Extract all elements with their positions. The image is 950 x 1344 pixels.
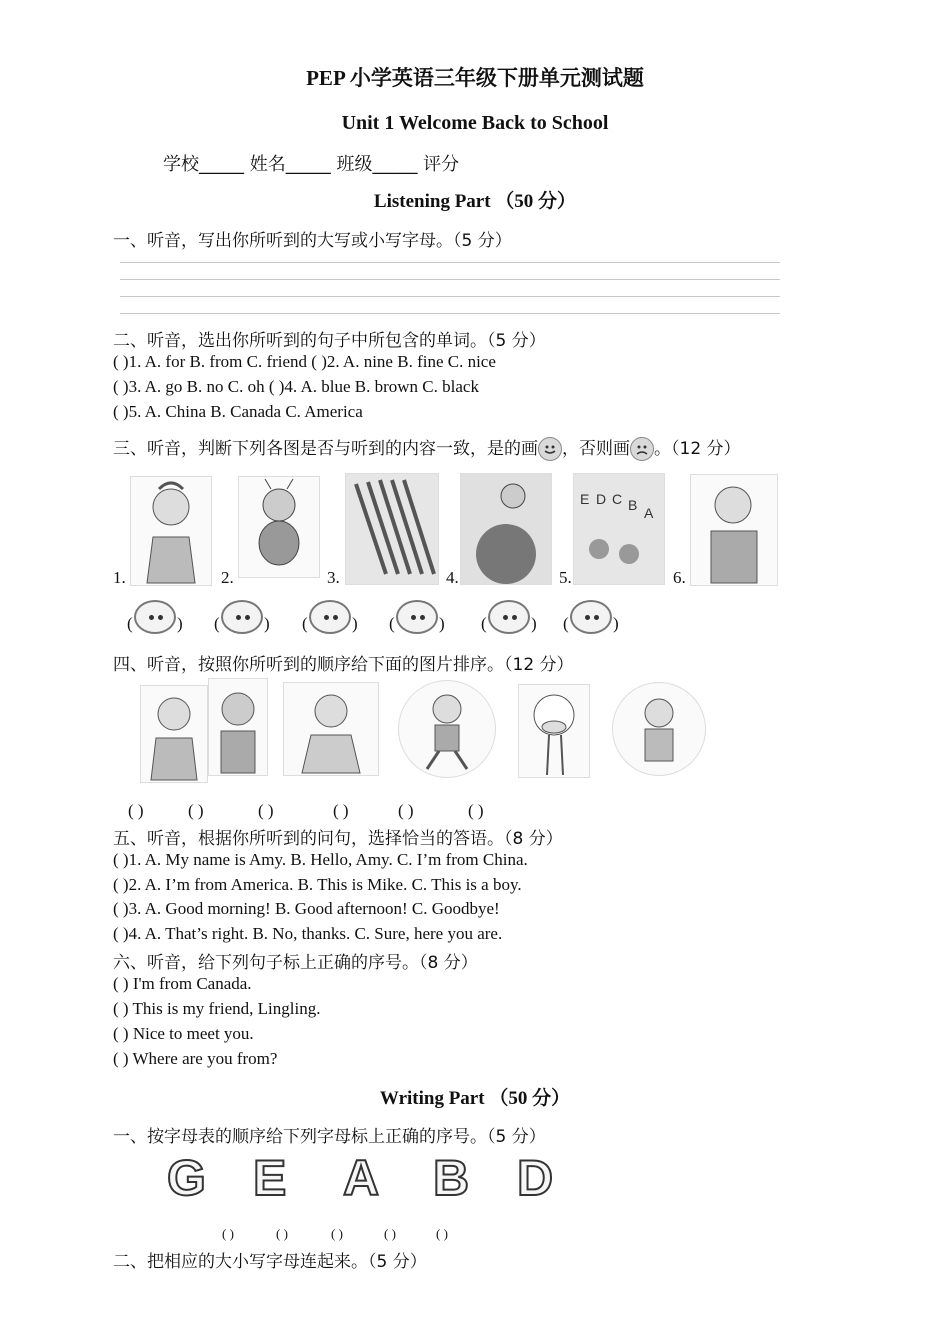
girl-thinking-picture	[208, 678, 268, 776]
q2-line-3: ( )5. A. China B. Canada C. America	[113, 402, 363, 421]
writing-rule-4	[120, 313, 780, 314]
smiley-face-icon	[538, 437, 562, 461]
girl-flower-picture	[283, 682, 379, 776]
w1-blank-4[interactable]: ( )	[384, 1226, 396, 1241]
q5-line-3: ( )3. A. Good morning! B. Good afternoon! C. Goodbye!	[113, 899, 500, 918]
svg-text:B: B	[628, 497, 638, 513]
q5-line-2: ( )2. A. I’m from America. B. This is Mike. C. This is a boy.	[113, 875, 522, 894]
q3-paren-open-2: (	[214, 614, 220, 633]
duck-picture	[518, 684, 590, 778]
w1-blank-5[interactable]: ( )	[436, 1226, 448, 1241]
q3-paren-close-1: )	[177, 614, 183, 633]
q3-number-6: 6.	[673, 568, 686, 587]
decorative-letters	[165, 1145, 595, 1203]
q4-blank-2[interactable]: ( )	[188, 801, 204, 820]
q3-paren-open-5: (	[481, 614, 487, 633]
answer-face-icon[interactable]	[309, 600, 351, 634]
q4-blank-1[interactable]: ( )	[128, 801, 144, 820]
q2-line-2: ( )3. A. go B. no C. oh ( )4. A. blue B. brown C. black	[113, 377, 479, 396]
girl-picture	[130, 476, 212, 586]
w1-blank-3[interactable]: ( )	[331, 1226, 343, 1241]
q3-paren-open-1: (	[127, 614, 133, 633]
listening-q2-prompt: 二、听音，选出你所听到的句子中所包含的单词。（5 分）	[113, 331, 546, 351]
listening-q3-prompt	[113, 434, 741, 461]
q6-line-3: ( ) Nice to meet you.	[113, 1024, 254, 1043]
q4-blank-4[interactable]: ( )	[333, 801, 349, 820]
letter-d: D	[517, 1150, 554, 1203]
svg-text:D: D	[596, 491, 607, 507]
writing-rule-2	[120, 279, 780, 280]
q5-line-4: ( )4. A. That’s right. B. No, thanks. C. Sure, here you are.	[113, 924, 503, 943]
q3-prompt-c: 。（12 分）	[654, 439, 741, 459]
q3-paren-close-4: )	[439, 614, 445, 633]
girl-waving-picture	[140, 685, 208, 783]
girl-drinking-picture	[612, 682, 706, 776]
w1-blank-2[interactable]: ( )	[276, 1226, 288, 1241]
q3-number-5: 5.	[559, 568, 572, 587]
q3-paren-close-2: )	[264, 614, 270, 633]
q3-prompt-a: 三、听音，判断下列各图是否与听到的内容一致，是的画	[113, 439, 538, 459]
q4-blank-3[interactable]: ( )	[258, 801, 274, 820]
q3-number-2: 2.	[221, 568, 234, 587]
writing-q2-prompt: 二、把相应的大小写字母连起来。（5 分）	[113, 1252, 427, 1272]
q3-number-4: 4.	[446, 568, 459, 587]
q4-blank-6[interactable]: ( )	[468, 801, 484, 820]
w1-blank-1[interactable]: ( )	[222, 1226, 234, 1241]
letter-g: G	[167, 1150, 206, 1203]
answer-face-icon[interactable]	[396, 600, 438, 634]
listening-heading: Listening Part （50 分）	[373, 191, 577, 212]
answer-face-icon[interactable]	[570, 600, 612, 634]
boy-running-picture	[398, 680, 496, 778]
classroom-picture	[460, 473, 552, 585]
listening-q1-prompt: 一、听音，写出你所听到的大写或小写字母。（5 分）	[113, 231, 512, 251]
bee-picture	[238, 476, 320, 578]
letter-a: A	[343, 1150, 380, 1203]
writing-rule-1	[120, 262, 780, 263]
boy-backpack-picture	[690, 474, 778, 586]
crayons-picture	[345, 473, 439, 585]
q3-paren-close-6: )	[613, 614, 619, 633]
writing-rule-3	[120, 296, 780, 297]
q3-paren-close-5: )	[531, 614, 537, 633]
unit-subtitle: Unit 1 Welcome Back to School	[341, 112, 609, 134]
q3-paren-close-3: )	[352, 614, 358, 633]
alphabet-board-picture	[573, 473, 665, 585]
listening-q6-prompt: 六、听音，给下列句子标上正确的序号。（8 分）	[113, 953, 478, 973]
listening-q5-prompt: 五、听音，根据你所听到的问句，选择恰当的答语。（8 分）	[113, 829, 563, 849]
listening-q4-prompt: 四、听音，按照你所听到的顺序给下面的图片排序。（12 分）	[113, 655, 574, 675]
svg-text:A: A	[644, 505, 654, 521]
q6-line-4: ( ) Where are you from?	[113, 1049, 278, 1068]
answer-face-icon[interactable]	[134, 600, 176, 634]
answer-face-icon[interactable]	[488, 600, 530, 634]
q3-number-1: 1.	[113, 568, 126, 587]
q6-line-1: ( ) I'm from Canada.	[113, 974, 252, 993]
q3-paren-open-6: (	[563, 614, 569, 633]
q3-prompt-b: ，否则画	[562, 439, 630, 459]
q5-line-1: ( )1. A. My name is Amy. B. Hello, Amy. C. I’m from China.	[113, 850, 528, 869]
sad-face-icon	[630, 437, 654, 461]
svg-text:C: C	[612, 491, 623, 507]
q3-number-3: 3.	[327, 568, 340, 587]
student-info-line: 学校_____ 姓名_____ 班级_____ 评分	[163, 154, 460, 175]
page-title: PEP 小学英语三年级下册单元测试题	[306, 66, 644, 90]
writing-q1-prompt: 一、按字母表的顺序给下列字母标上正确的序号。（5 分）	[113, 1127, 546, 1147]
q3-paren-open-4: (	[389, 614, 395, 633]
q2-line-1: ( )1. A. for B. from C. friend ( )2. A. nine B. fine C. nice	[113, 352, 496, 371]
writing-heading: Writing Part （50 分）	[379, 1088, 571, 1109]
q4-blank-5[interactable]: ( )	[398, 801, 414, 820]
letter-b: B	[433, 1150, 470, 1203]
answer-face-icon[interactable]	[221, 600, 263, 634]
q3-paren-open-3: (	[302, 614, 308, 633]
letter-e: E	[253, 1150, 287, 1203]
svg-text:E: E	[580, 491, 590, 507]
q6-line-2: ( ) This is my friend, Lingling.	[113, 999, 321, 1018]
